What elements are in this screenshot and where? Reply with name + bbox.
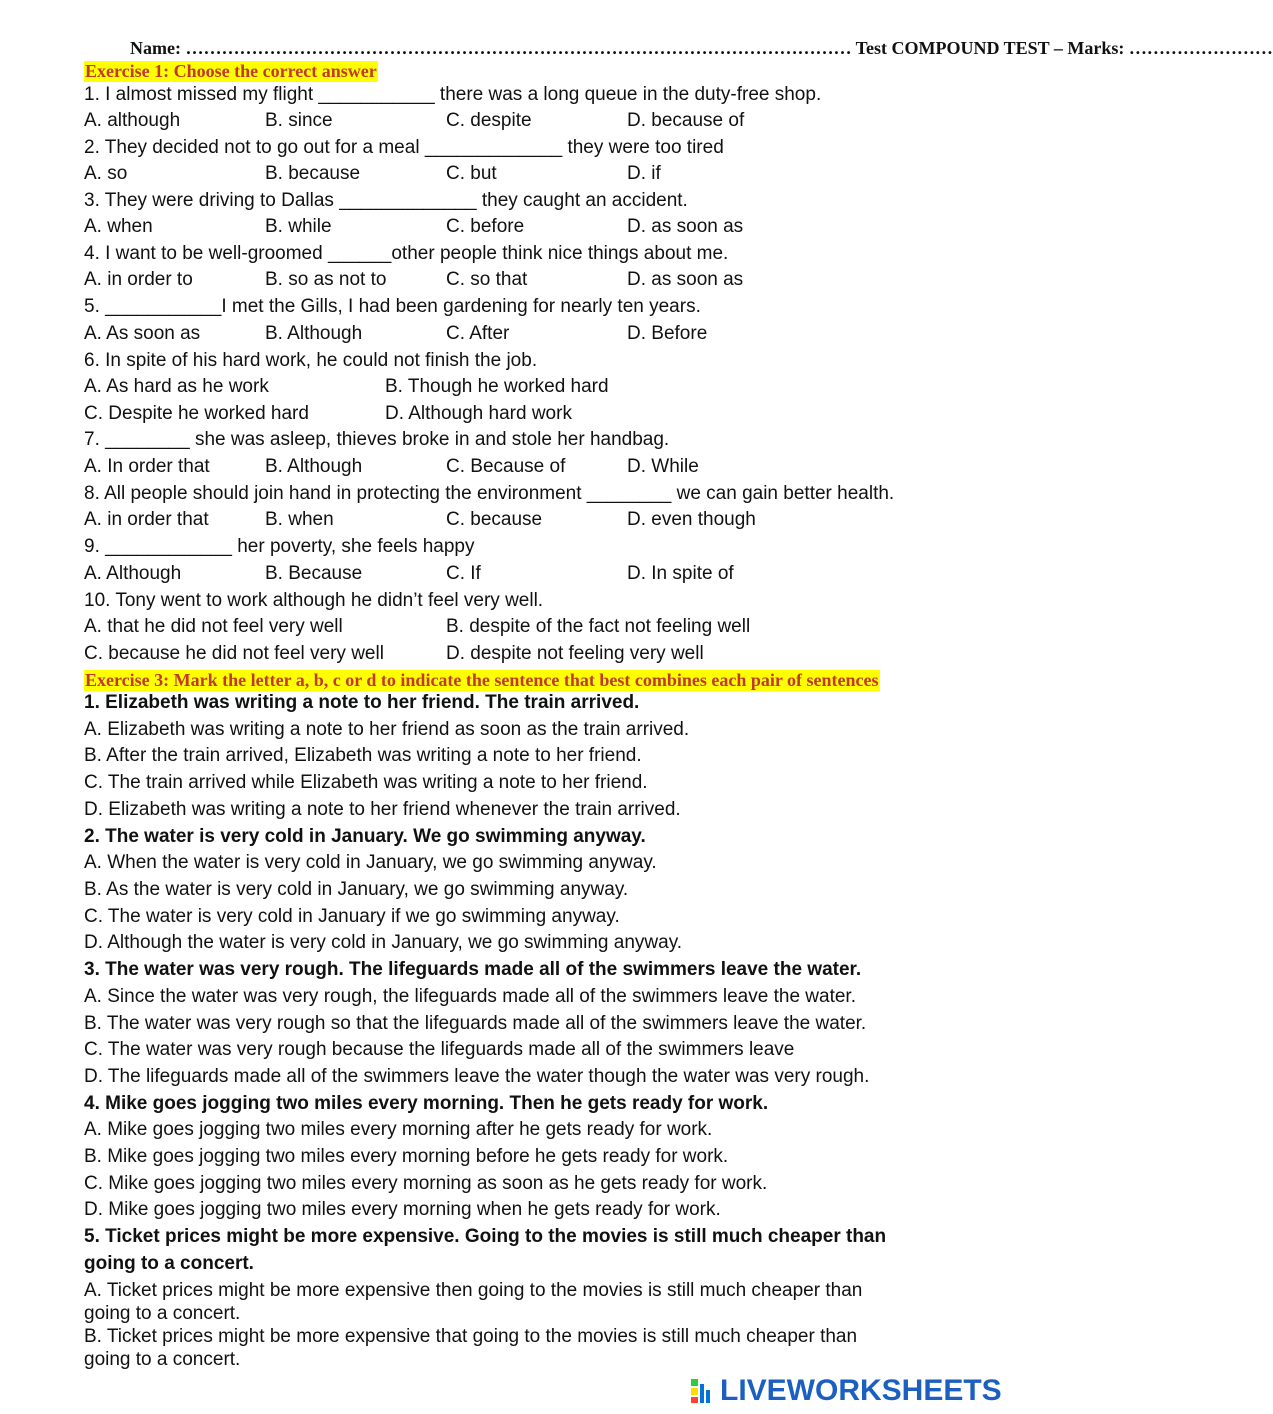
option[interactable]: D. despite not feeling very well xyxy=(446,643,704,664)
option[interactable]: C. despite xyxy=(446,110,532,131)
option[interactable]: D. as soon as xyxy=(627,269,744,290)
option[interactable]: A. in order to xyxy=(84,269,193,290)
option[interactable]: A. when xyxy=(84,216,153,237)
option[interactable]: B. since xyxy=(265,110,333,131)
option[interactable]: C. The water is very cold in January if we go swimming anyway. xyxy=(84,906,620,927)
option[interactable]: B. because xyxy=(265,163,361,184)
option[interactable]: C. The water was very rough because the lifeguards made all of the swimmers leave xyxy=(84,1039,795,1060)
question: 4. Mike goes jogging two miles every morning. Then he gets ready for work. xyxy=(84,1093,769,1114)
exercise3-title: Exercise 3: Mark the letter a, b, c or d to indicate the sentence that best combines each pair of sentences xyxy=(85,670,879,690)
option[interactable]: D. Elizabeth was writing a note to her friend whenever the train arrived. xyxy=(84,799,681,820)
option[interactable]: B. so as not to xyxy=(265,269,387,290)
question: 1. I almost missed my flight ___________ there was a long queue in the duty-free shop. xyxy=(84,84,822,105)
option[interactable]: A. in order that xyxy=(84,509,209,530)
option[interactable]: D. if xyxy=(627,163,661,184)
liveworksheets-logo xyxy=(690,1374,1002,1407)
option[interactable]: C. so that xyxy=(446,269,528,290)
option[interactable]: A. In order that xyxy=(84,456,210,477)
question: 7. ________ she was asleep, thieves broke in and stole her handbag. xyxy=(84,429,670,450)
question: 3. The water was very rough. The lifeguards made all of the swimmers leave the water. xyxy=(84,959,862,980)
question: 5. ___________I met the Gills, I had been gardening for nearly ten years. xyxy=(84,296,701,317)
option[interactable]: D. In spite of xyxy=(627,563,734,584)
option-continued[interactable]: going to a concert. xyxy=(84,1349,241,1370)
option[interactable]: A. Mike goes jogging two miles every morning after he gets ready for work. xyxy=(84,1119,713,1140)
option[interactable]: C. Mike goes jogging two miles every morning as soon as he gets ready for work. xyxy=(84,1173,768,1194)
option[interactable]: A. so xyxy=(84,163,128,184)
question: 2. The water is very cold in January. We go swimming anyway. xyxy=(84,826,646,847)
option[interactable]: D. because of xyxy=(627,110,745,131)
option[interactable]: A. When the water is very cold in January, we go swimming anyway. xyxy=(84,852,657,873)
option[interactable]: C. After xyxy=(446,323,510,344)
logo-text: LIVEWORKSHEETS xyxy=(720,1374,1002,1407)
option[interactable]: D. even though xyxy=(627,509,756,530)
option[interactable]: D. as soon as xyxy=(627,216,744,237)
option[interactable]: B. Mike goes jogging two miles every morning before he gets ready for work. xyxy=(84,1146,729,1167)
option[interactable]: A. As soon as xyxy=(84,323,201,344)
option[interactable]: C. If xyxy=(446,563,481,584)
option[interactable]: B. As the water is very cold in January, we go swimming anyway. xyxy=(84,879,629,900)
question: 2. They decided not to go out for a meal _____________ they were too tired xyxy=(84,137,724,158)
question: 10. Tony went to work although he didn’t feel very well. xyxy=(84,590,544,611)
option[interactable]: B. despite of the fact not feeling well xyxy=(446,616,751,637)
option[interactable]: A. Although xyxy=(84,563,182,584)
option[interactable]: A. Elizabeth was writing a note to her friend as soon as the train arrived. xyxy=(84,719,690,740)
header-line: Name: ………………………………………………………………………………………………… Test COMPOUND TEST – Marks: …………………… xyxy=(130,38,1273,58)
question: 9. ____________ her poverty, she feels happy xyxy=(84,536,475,557)
option[interactable]: D. While xyxy=(627,456,699,477)
option[interactable]: B. while xyxy=(265,216,332,237)
option[interactable]: B. The water was very rough so that the lifeguards made all of the swimmers leave the water. xyxy=(84,1013,867,1034)
option[interactable]: A. Ticket prices might be more expensive then going to the movies is still much cheaper than xyxy=(84,1280,863,1301)
question: 5. Ticket prices might be more expensive. Going to the movies is still much cheaper than xyxy=(84,1226,887,1247)
option[interactable]: C. because xyxy=(446,509,543,530)
option[interactable]: B. Though he worked hard xyxy=(385,376,609,397)
question: 3. They were driving to Dallas _____________ they caught an accident. xyxy=(84,190,688,211)
question: 8. All people should join hand in protecting the environment ________ we can gain better health. xyxy=(84,483,895,504)
option[interactable]: C. but xyxy=(446,163,497,184)
option[interactable]: C. The train arrived while Elizabeth was writing a note to her friend. xyxy=(84,772,648,793)
option[interactable]: C. Despite he worked hard xyxy=(84,403,309,424)
option[interactable]: A. that he did not feel very well xyxy=(84,616,343,637)
option[interactable]: C. Because of xyxy=(446,456,566,477)
option[interactable]: D. Mike goes jogging two miles every morning when he gets ready for work. xyxy=(84,1199,721,1220)
option[interactable]: B. Although xyxy=(265,323,363,344)
option[interactable]: C. because he did not feel very well xyxy=(84,643,384,664)
question-continued: going to a concert. xyxy=(84,1253,254,1274)
question: 6. In spite of his hard work, he could not finish the job. xyxy=(84,350,538,371)
logo-mark-icon xyxy=(690,1378,716,1404)
option[interactable]: B. Although xyxy=(265,456,363,477)
option[interactable]: C. before xyxy=(446,216,525,237)
option[interactable]: B. After the train arrived, Elizabeth was writing a note to her friend. xyxy=(84,745,642,766)
option[interactable]: D. The lifeguards made all of the swimmers leave the water though the water was very rough. xyxy=(84,1066,870,1087)
option[interactable]: A. although xyxy=(84,110,181,131)
exercise1-title: Exercise 1: Choose the correct answer xyxy=(85,61,377,81)
option[interactable]: B. Ticket prices might be more expensive that going to the movies is still much cheaper than xyxy=(84,1326,858,1347)
question: 4. I want to be well-groomed ______other people think nice things about me. xyxy=(84,243,729,264)
option[interactable]: B. when xyxy=(265,509,334,530)
option[interactable]: A. Since the water was very rough, the lifeguards made all of the swimmers leave the water. xyxy=(84,986,856,1007)
option-continued[interactable]: going to a concert. xyxy=(84,1303,241,1324)
option[interactable]: B. Because xyxy=(265,563,363,584)
option[interactable]: D. Although hard work xyxy=(385,403,572,424)
option[interactable]: D. Although the water is very cold in January, we go swimming anyway. xyxy=(84,932,683,953)
question: 1. Elizabeth was writing a note to her friend. The train arrived. xyxy=(84,692,640,713)
option[interactable]: A. As hard as he work xyxy=(84,376,269,397)
option[interactable]: D. Before xyxy=(627,323,708,344)
